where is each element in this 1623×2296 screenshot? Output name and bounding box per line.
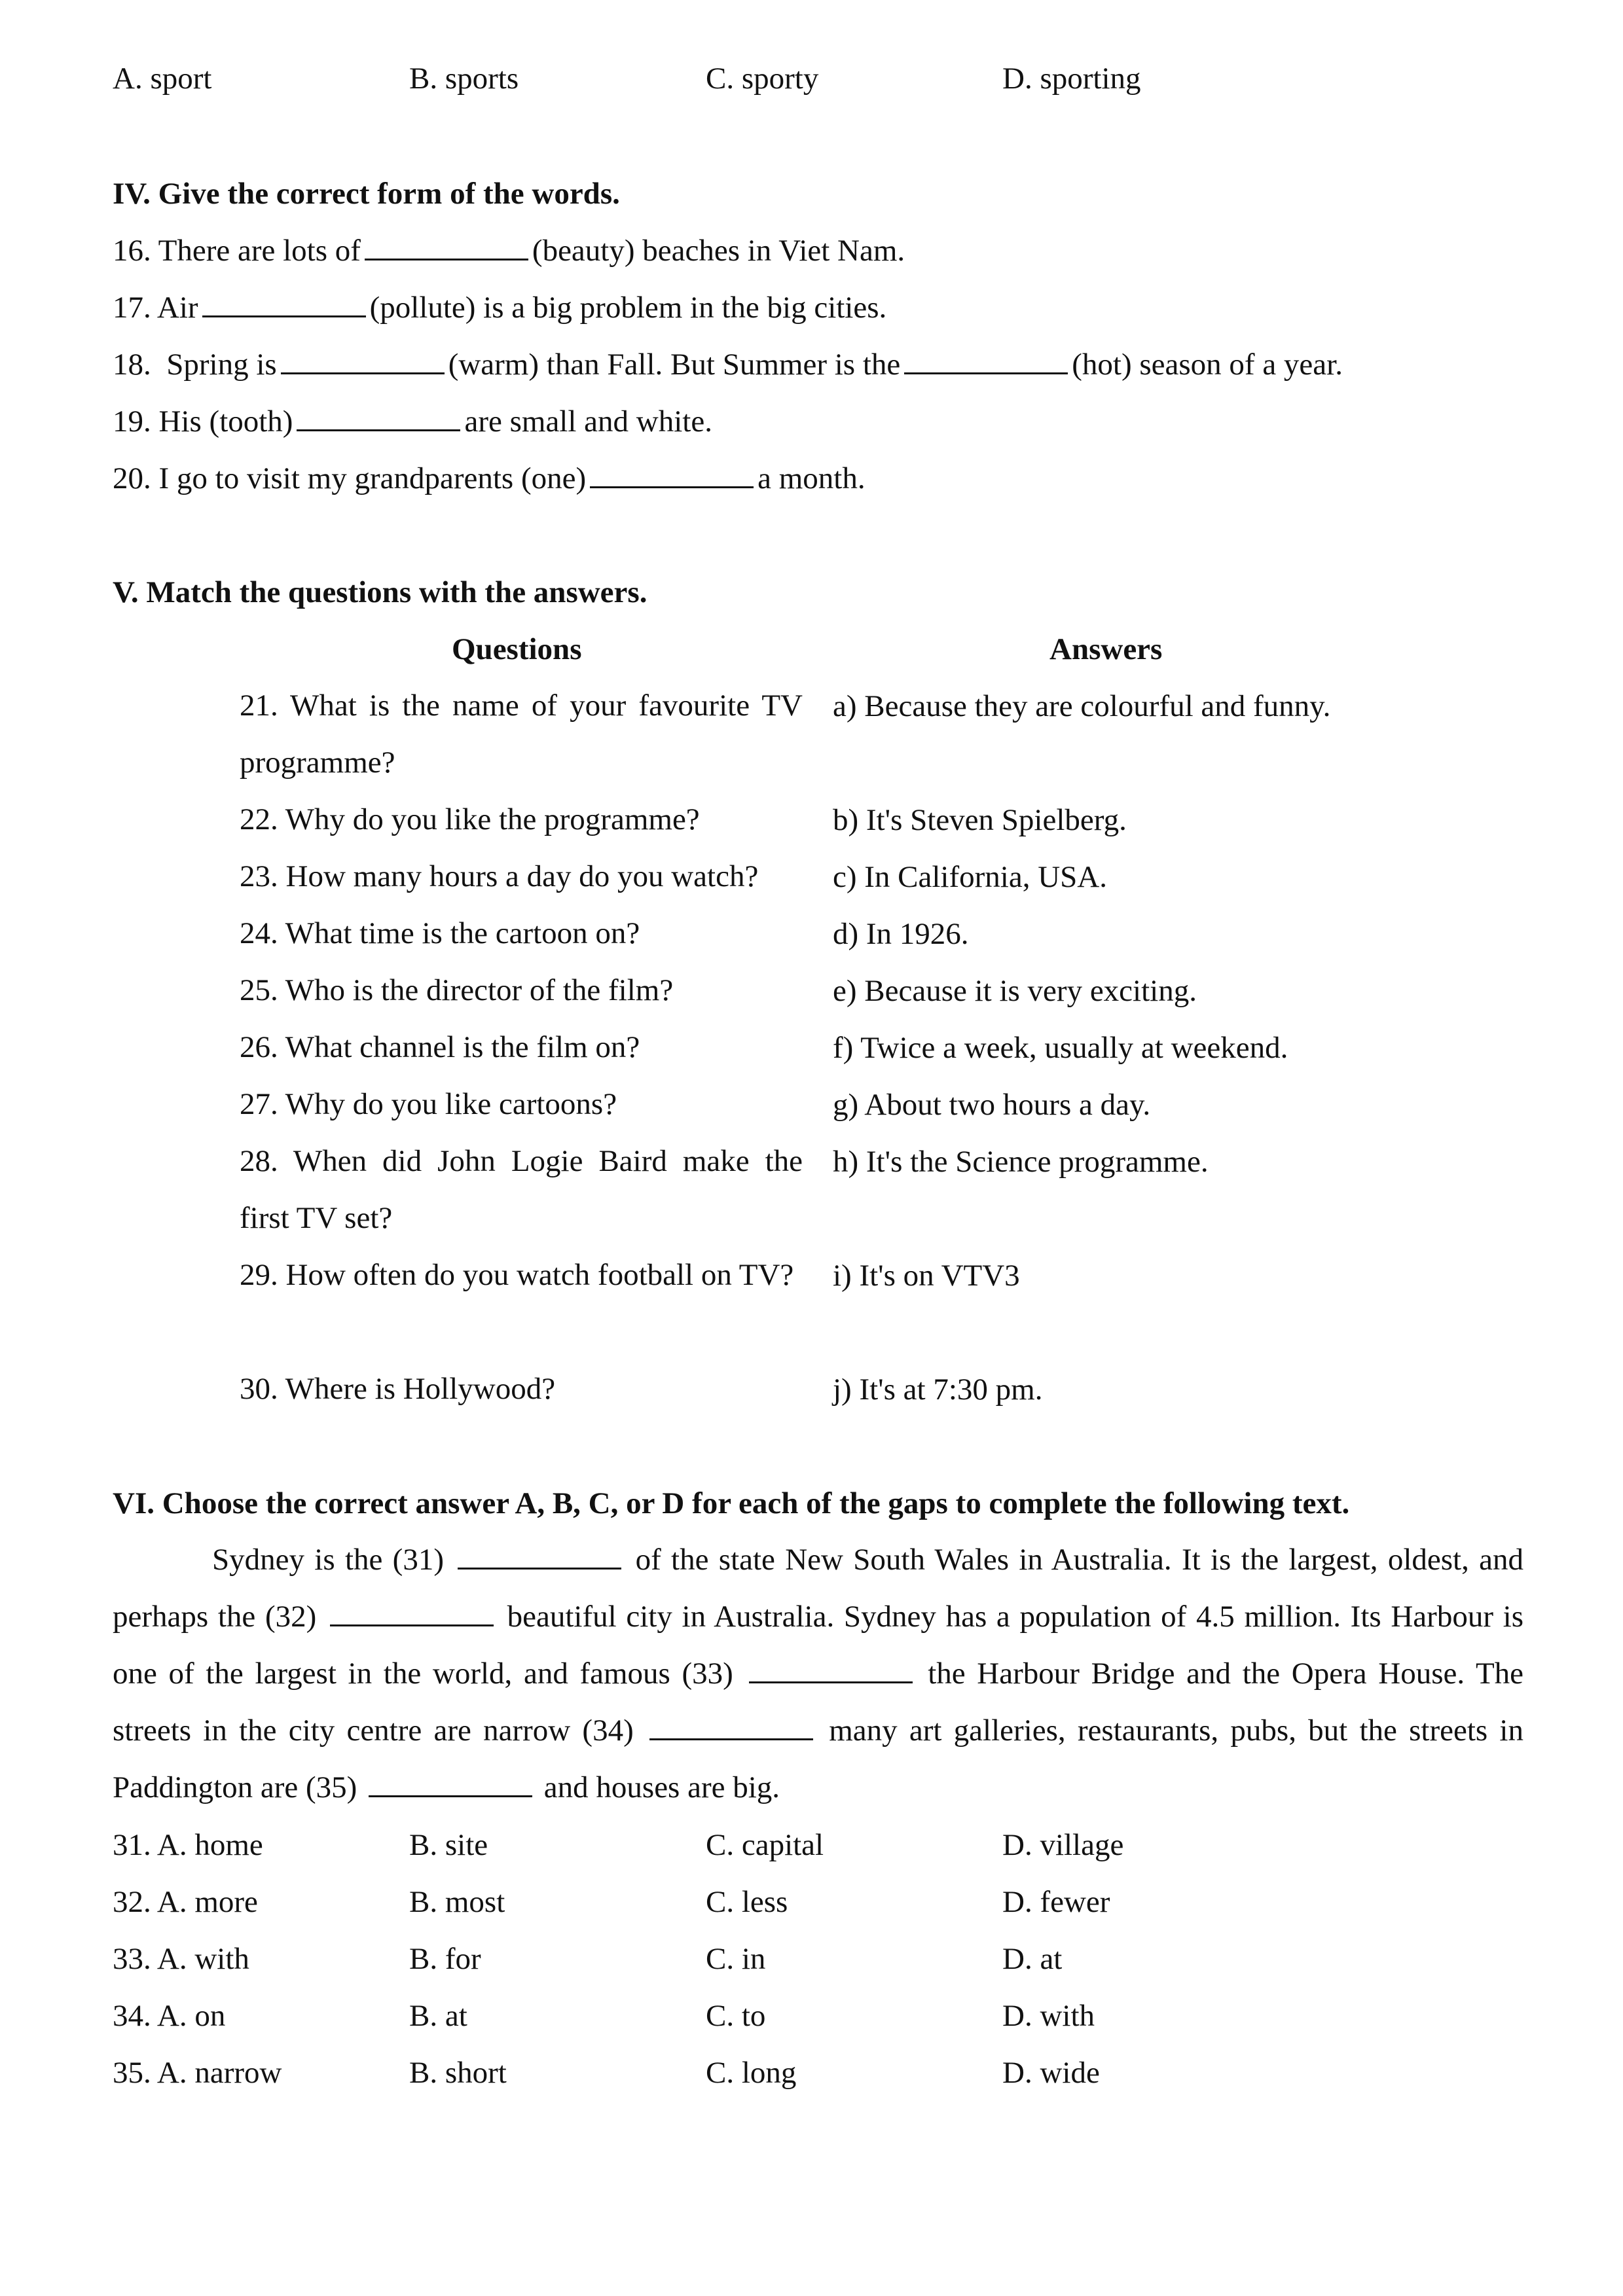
answer-blank[interactable] [297, 403, 460, 431]
option-b: B. at [409, 1999, 467, 2033]
match-question: 25. Who is the director of the film? [240, 973, 674, 1007]
match-question: 26. What channel is the film on? [240, 1030, 640, 1064]
match-question: 22. Why do you like the programme? [240, 802, 700, 836]
item-text: (pollute) is a big problem in the big cities. [369, 291, 887, 325]
answer-blank[interactable] [749, 1655, 913, 1683]
reading-passage [113, 1532, 1523, 1816]
answer-blank[interactable] [330, 1598, 494, 1626]
item-text: 16. There are lots of [113, 234, 361, 268]
match-question: 28. When did John Logie Baird make the first TV set? [240, 1144, 803, 1235]
section-4-title: IV. Give the correct form of the words. [113, 177, 620, 211]
section-5-title: V. Match the questions with the answers. [113, 575, 647, 609]
option-c: C. sporty [706, 62, 819, 96]
option-b: B. site [409, 1828, 488, 1862]
passage-text: and houses are big. [543, 1770, 780, 1804]
word-form-item [113, 345, 1343, 384]
option-c: C. capital [706, 1828, 824, 1862]
passage-text: the Harbour Bridge and the Opera House. The streets in the city centre are narrow (34) [113, 1657, 1524, 1748]
option-a: 32. A. more [113, 1885, 258, 1919]
option-d: D. at [1002, 1942, 1063, 1976]
answer-blank[interactable] [649, 1712, 813, 1740]
match-answer: h) It's the Science programme. [833, 1145, 1209, 1179]
passage-text: of the state New South Wales in Australia. It is the largest, oldest, and perhaps the (32) [113, 1543, 1524, 1634]
item-text: (hot) season of a year. [1072, 348, 1343, 382]
option-a: 33. A. with [113, 1942, 249, 1976]
match-question: 21. What is the name of your favourite TV programme? [240, 689, 803, 780]
answer-blank[interactable] [904, 346, 1068, 374]
option-d: D. fewer [1002, 1885, 1110, 1919]
option-a: 34. A. on [113, 1999, 226, 2033]
match-answer: j) It's at 7:30 pm. [833, 1372, 1043, 1407]
item-text: (beauty) beaches in Viet Nam. [532, 234, 905, 268]
match-answer: c) In California, USA. [833, 860, 1107, 894]
questions-header: Questions [452, 632, 582, 666]
match-question: 24. What time is the cartoon on? [240, 916, 640, 950]
answer-blank[interactable] [281, 346, 445, 374]
option-d: D. sporting [1002, 62, 1141, 96]
item-text: are small and white. [464, 404, 712, 439]
word-form-item [113, 459, 866, 498]
passage-text: many art galleries, restaurants, pubs, but the streets in Paddington are (35) [113, 1713, 1523, 1804]
answer-blank[interactable] [202, 289, 366, 317]
passage-text: Sydney is the (31) [212, 1543, 444, 1577]
match-answer: i) It's on VTV3 [833, 1259, 1020, 1293]
option-b: B. sports [409, 62, 519, 96]
item-text: (warm) than Fall. But Summer is the [448, 348, 901, 382]
match-question: 27. Why do you like cartoons? [240, 1087, 617, 1121]
answer-blank[interactable] [365, 232, 528, 260]
word-form-item [113, 402, 712, 441]
match-answer: g) About two hours a day. [833, 1088, 1151, 1122]
option-c: C. to [706, 1999, 766, 2033]
passage-text: beautiful city in Australia. Sydney has a population of 4.5 million. Its Harbour is one of the largest in the world, and famous (33) [113, 1600, 1524, 1691]
answer-blank[interactable] [590, 460, 754, 488]
match-question: 29. How often do you watch football on TV? [240, 1258, 794, 1292]
option-b: B. short [409, 2056, 507, 2090]
option-a: A. sport [113, 62, 212, 96]
option-d: D. with [1002, 1999, 1095, 2033]
option-c: C. less [706, 1885, 788, 1919]
option-b: B. most [409, 1885, 505, 1919]
option-c: C. in [706, 1942, 766, 1976]
word-form-item [113, 231, 905, 270]
answer-blank[interactable] [458, 1541, 621, 1570]
match-answer: f) Twice a week, usually at weekend. [833, 1031, 1288, 1065]
option-c: C. long [706, 2056, 797, 2090]
match-question: 23. How many hours a day do you watch? [240, 859, 759, 893]
match-answer: e) Because it is very exciting. [833, 974, 1197, 1008]
answer-blank[interactable] [369, 1769, 532, 1797]
option-a: 35. A. narrow [113, 2056, 282, 2090]
section-6-title: VI. Choose the correct answer A, B, C, or D for each of the gaps to complete the following text. [113, 1486, 1350, 1520]
item-text: 19. His (tooth) [113, 404, 293, 439]
item-text: a month. [757, 461, 866, 495]
option-d: D. village [1002, 1828, 1124, 1862]
word-form-item [113, 288, 886, 327]
match-question: 30. Where is Hollywood? [240, 1372, 556, 1406]
match-answer: b) It's Steven Spielberg. [833, 803, 1127, 837]
item-text: 20. I go to visit my grandparents (one) [113, 461, 587, 495]
match-answer: d) In 1926. [833, 917, 969, 951]
option-b: B. for [409, 1942, 481, 1976]
item-text: 17. Air [113, 291, 198, 325]
option-d: D. wide [1002, 2056, 1100, 2090]
item-text: 18. Spring is [113, 348, 277, 382]
match-answer: a) Because they are colourful and funny. [833, 689, 1331, 723]
option-a: 31. A. home [113, 1828, 263, 1862]
answers-header: Answers [1049, 632, 1163, 666]
